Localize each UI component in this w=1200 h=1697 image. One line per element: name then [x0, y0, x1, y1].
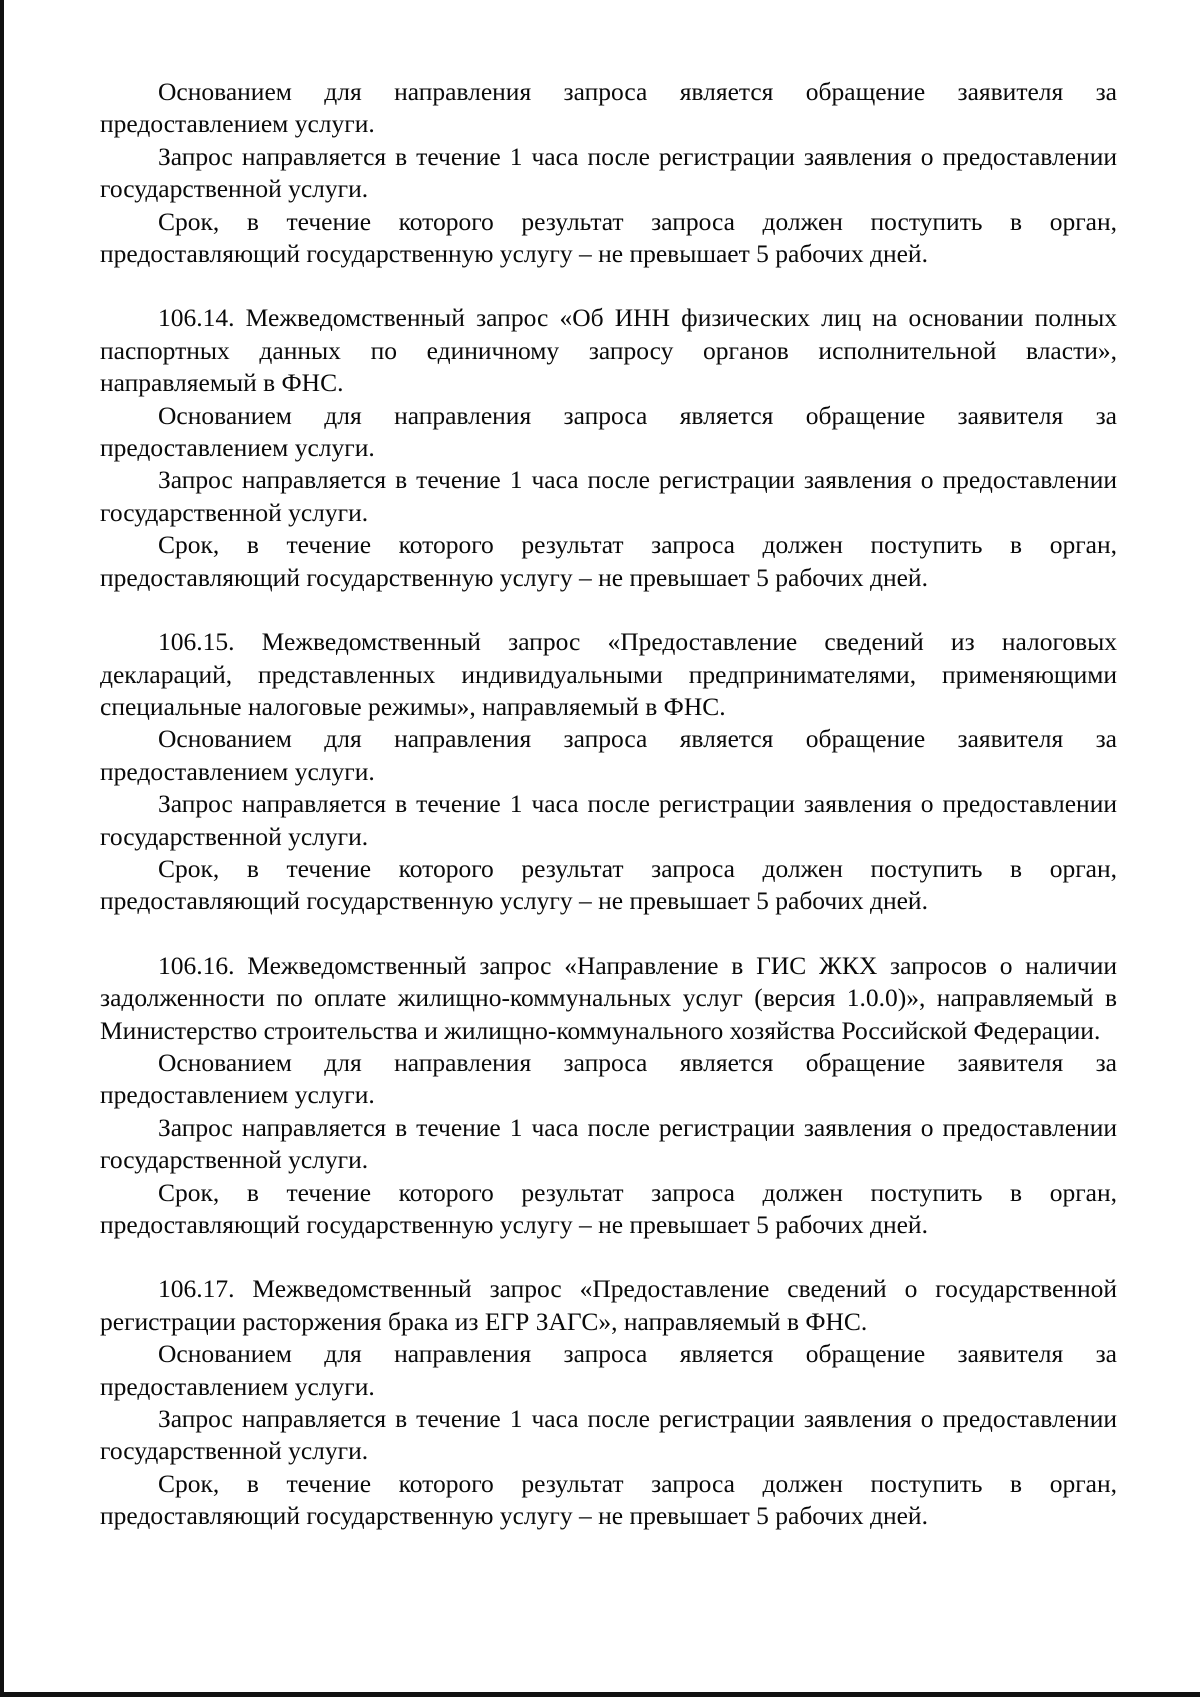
paragraph-timing: Запрос направляется в течение 1 часа после регистрации заявления о предоставлении государственной услуги.	[100, 1404, 1117, 1466]
scan-border-bottom	[0, 1692, 1200, 1697]
paragraph-deadline: Срок, в течение которого результат запроса должен поступить в орган, предоставляющий государственную услугу – не превышает 5 рабочих дней.	[100, 853, 1117, 916]
paragraph-deadline: Срок, в течение которого результат запроса должен поступить в орган, предоставляющий государственную услугу – не превышает 5 рабочих дней.	[100, 530, 1117, 592]
paragraph-timing: Запрос направляется в течение 1 часа после регистрации заявления о предоставлении государственной услуги.	[100, 1112, 1117, 1175]
paragraph-timing: Запрос направляется в течение 1 часа после регистрации заявления о предоставлении государственной услуги.	[100, 141, 1117, 204]
paragraph-basis: Основанием для направления запроса является обращение заявителя за предоставлением услуги.	[100, 1047, 1117, 1110]
paragraph-timing: Запрос направляется в течение 1 часа после регистрации заявления о предоставлении государственной услуги.	[100, 789, 1117, 851]
paragraph-basis: Основанием для направления запроса является обращение заявителя за предоставлением услуги.	[100, 400, 1117, 463]
section-106-16	[100, 950, 1117, 1242]
paragraph-basis: Основанием для направления запроса является обращение заявителя за предоставлением услуги.	[100, 77, 1117, 139]
section-continued	[100, 76, 1117, 270]
section-heading: 106.16. Межведомственный запрос «Направление в ГИС ЖКХ запросов о наличии задолженности по оплате жилищно-коммунальных услуг (версия 1.0.0)», направляемый в Министерство строительства и жилищно-коммунального хозяйства Российской Федерации.	[100, 950, 1117, 1045]
section-heading: 106.17. Межведомственный запрос «Предоставление сведений о государственной регистрации расторжения брака из ЕГР ЗАГС», направляемый в ФНС.	[100, 1274, 1117, 1336]
document-body	[100, 76, 1117, 1533]
paragraph-basis: Основанием для направления запроса является обращение заявителя за предоставлением услуги.	[100, 724, 1117, 786]
section-heading: 106.14. Межведомственный запрос «Об ИНН физических лиц на основании полных паспортных данных по единичному запросу органов исполнительной власти», направляемый в ФНС.	[100, 303, 1117, 398]
section-106-17	[100, 1273, 1117, 1532]
paragraph-basis: Основанием для направления запроса является обращение заявителя за предоставлением услуги.	[100, 1339, 1117, 1401]
paragraph-deadline: Срок, в течение которого результат запроса должен поступить в орган, предоставляющий государственную услугу – не превышает 5 рабочих дней.	[100, 1468, 1117, 1531]
paragraph-deadline: Срок, в течение которого результат запроса должен поступить в орган, предоставляющий государственную услугу – не превышает 5 рабочих дней.	[100, 1177, 1117, 1239]
scan-border-left	[0, 0, 4, 1697]
section-heading: 106.15. Межведомственный запрос «Предоставление сведений из налоговых деклараций, представленных индивидуальными предпринимателями, применяющими специальные налоговые режимы», направляемый в ФНС.	[100, 627, 1117, 721]
section-106-14	[100, 302, 1117, 594]
paragraph-timing: Запрос направляется в течение 1 часа после регистрации заявления о предоставлении государственной услуги.	[100, 465, 1117, 527]
paragraph-deadline: Срок, в течение которого результат запроса должен поступить в орган, предоставляющий государственную услугу – не превышает 5 рабочих дней.	[100, 206, 1117, 269]
section-106-15	[100, 626, 1117, 918]
